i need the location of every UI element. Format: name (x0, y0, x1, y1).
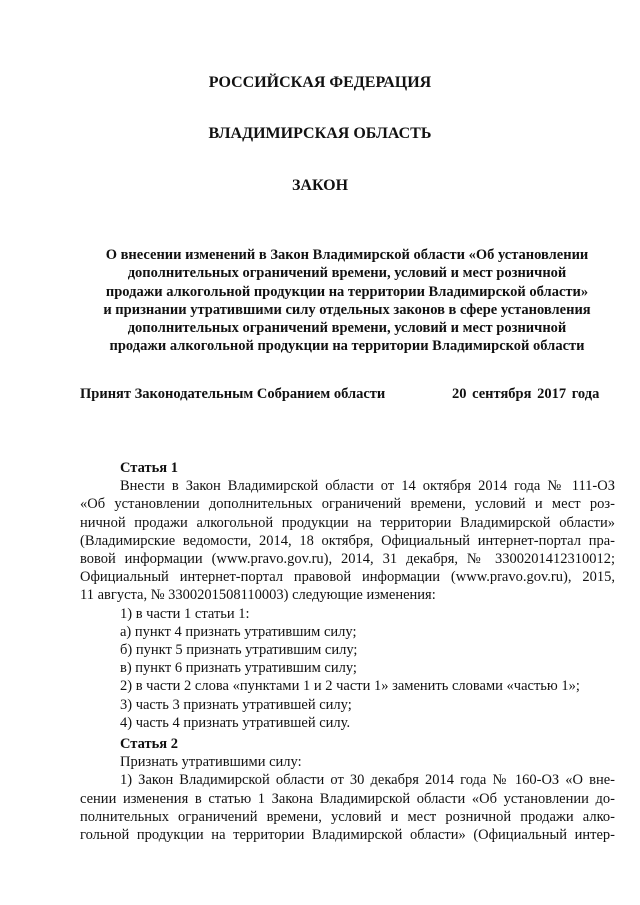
article-1 (80, 459, 615, 732)
article-2-line: 1) Закон Владимирской области от 30 декабря 2014 года № 160-ОЗ «О вне- (120, 772, 615, 789)
law-heading: ЗАКОН (291, 177, 349, 194)
law-title-line: дополнительных ограничений времени, условий и мест розничной (127, 265, 567, 282)
law-title (84, 246, 610, 356)
law-title-line: О внесении изменений в Закон Владимирской области «Об установлении (105, 247, 589, 263)
article-1-item: а) пункт 4 признать утратившим силу; (120, 623, 357, 640)
article-1-line: 11 августа, № 3300201508110003) следующие изменения: (80, 587, 436, 604)
article-2-line: полнительных ограничений времени, условий и мест розничной продажи алко- (80, 808, 615, 825)
article-1-line: ничной продажи алкогольной продукции на территории Владимирской области» (80, 514, 615, 531)
article-1-line: вовой информации (www.pravo.gov.ru), 2014, 31 декабря, № 3300201412310012; (80, 551, 615, 568)
article-2 (80, 735, 615, 844)
article-1-item: 3) часть 3 признать утратившей силу; (120, 696, 352, 713)
adoption-date: 20 сентября 2017 года (452, 386, 600, 402)
article-1-item: б) пункт 5 признать утратившим силу; (120, 642, 358, 659)
article-1-heading: Статья 1 (120, 460, 178, 476)
article-1-item: в) пункт 6 признать утратившим силу; (120, 660, 357, 677)
article-1-item: 1) в части 1 статьи 1: (120, 605, 250, 622)
article-1-item: 2) в части 2 слова «пунктами 1 и 2 части 1» заменить словами «частью 1»; (120, 678, 580, 695)
country-heading: РОССИЙСКАЯ ФЕДЕРАЦИЯ (208, 74, 432, 91)
article-2-heading: Статья 2 (120, 736, 178, 752)
law-title-line: продажи алкогольной продукции на территории Владимирской области (109, 338, 585, 355)
law-title-line: и признании утратившими силу отдельных законов в сфере установления (103, 301, 591, 318)
region-heading: ВЛАДИМИРСКАЯ ОБЛАСТЬ (208, 125, 432, 142)
law-title-line: дополнительных ограничений времени, условий и мест розничной (127, 320, 567, 337)
article-2-intro: Признать утратившими силу: (120, 754, 302, 771)
article-2-line: сении изменения в статью 1 Закона Владимирской области «Об установлении до- (80, 790, 615, 807)
law-title-line: продажи алкогольной продукции на территории Владимирской области» (105, 283, 589, 300)
article-1-item: 4) часть 4 признать утратившей силу. (120, 714, 351, 731)
article-1-line: Официальный интернет-портал правовой информации (www.pravo.gov.ru), 2015, (80, 569, 615, 586)
article-2-line: гольной продукции на территории Владимирской области» (Официальный интер- (80, 827, 615, 844)
article-1-line: (Владимирские ведомости, 2014, 18 октября, Официальный интернет-портал пра- (80, 532, 615, 549)
article-1-line: «Об установлении дополнительных ограничений времени, условий и мест роз- (80, 496, 615, 513)
adoption-label: Принят Законодательным Собранием области (80, 386, 386, 402)
article-1-line: Внести в Закон Владимирской области от 14 октября 2014 года № 111-ОЗ (120, 478, 615, 495)
